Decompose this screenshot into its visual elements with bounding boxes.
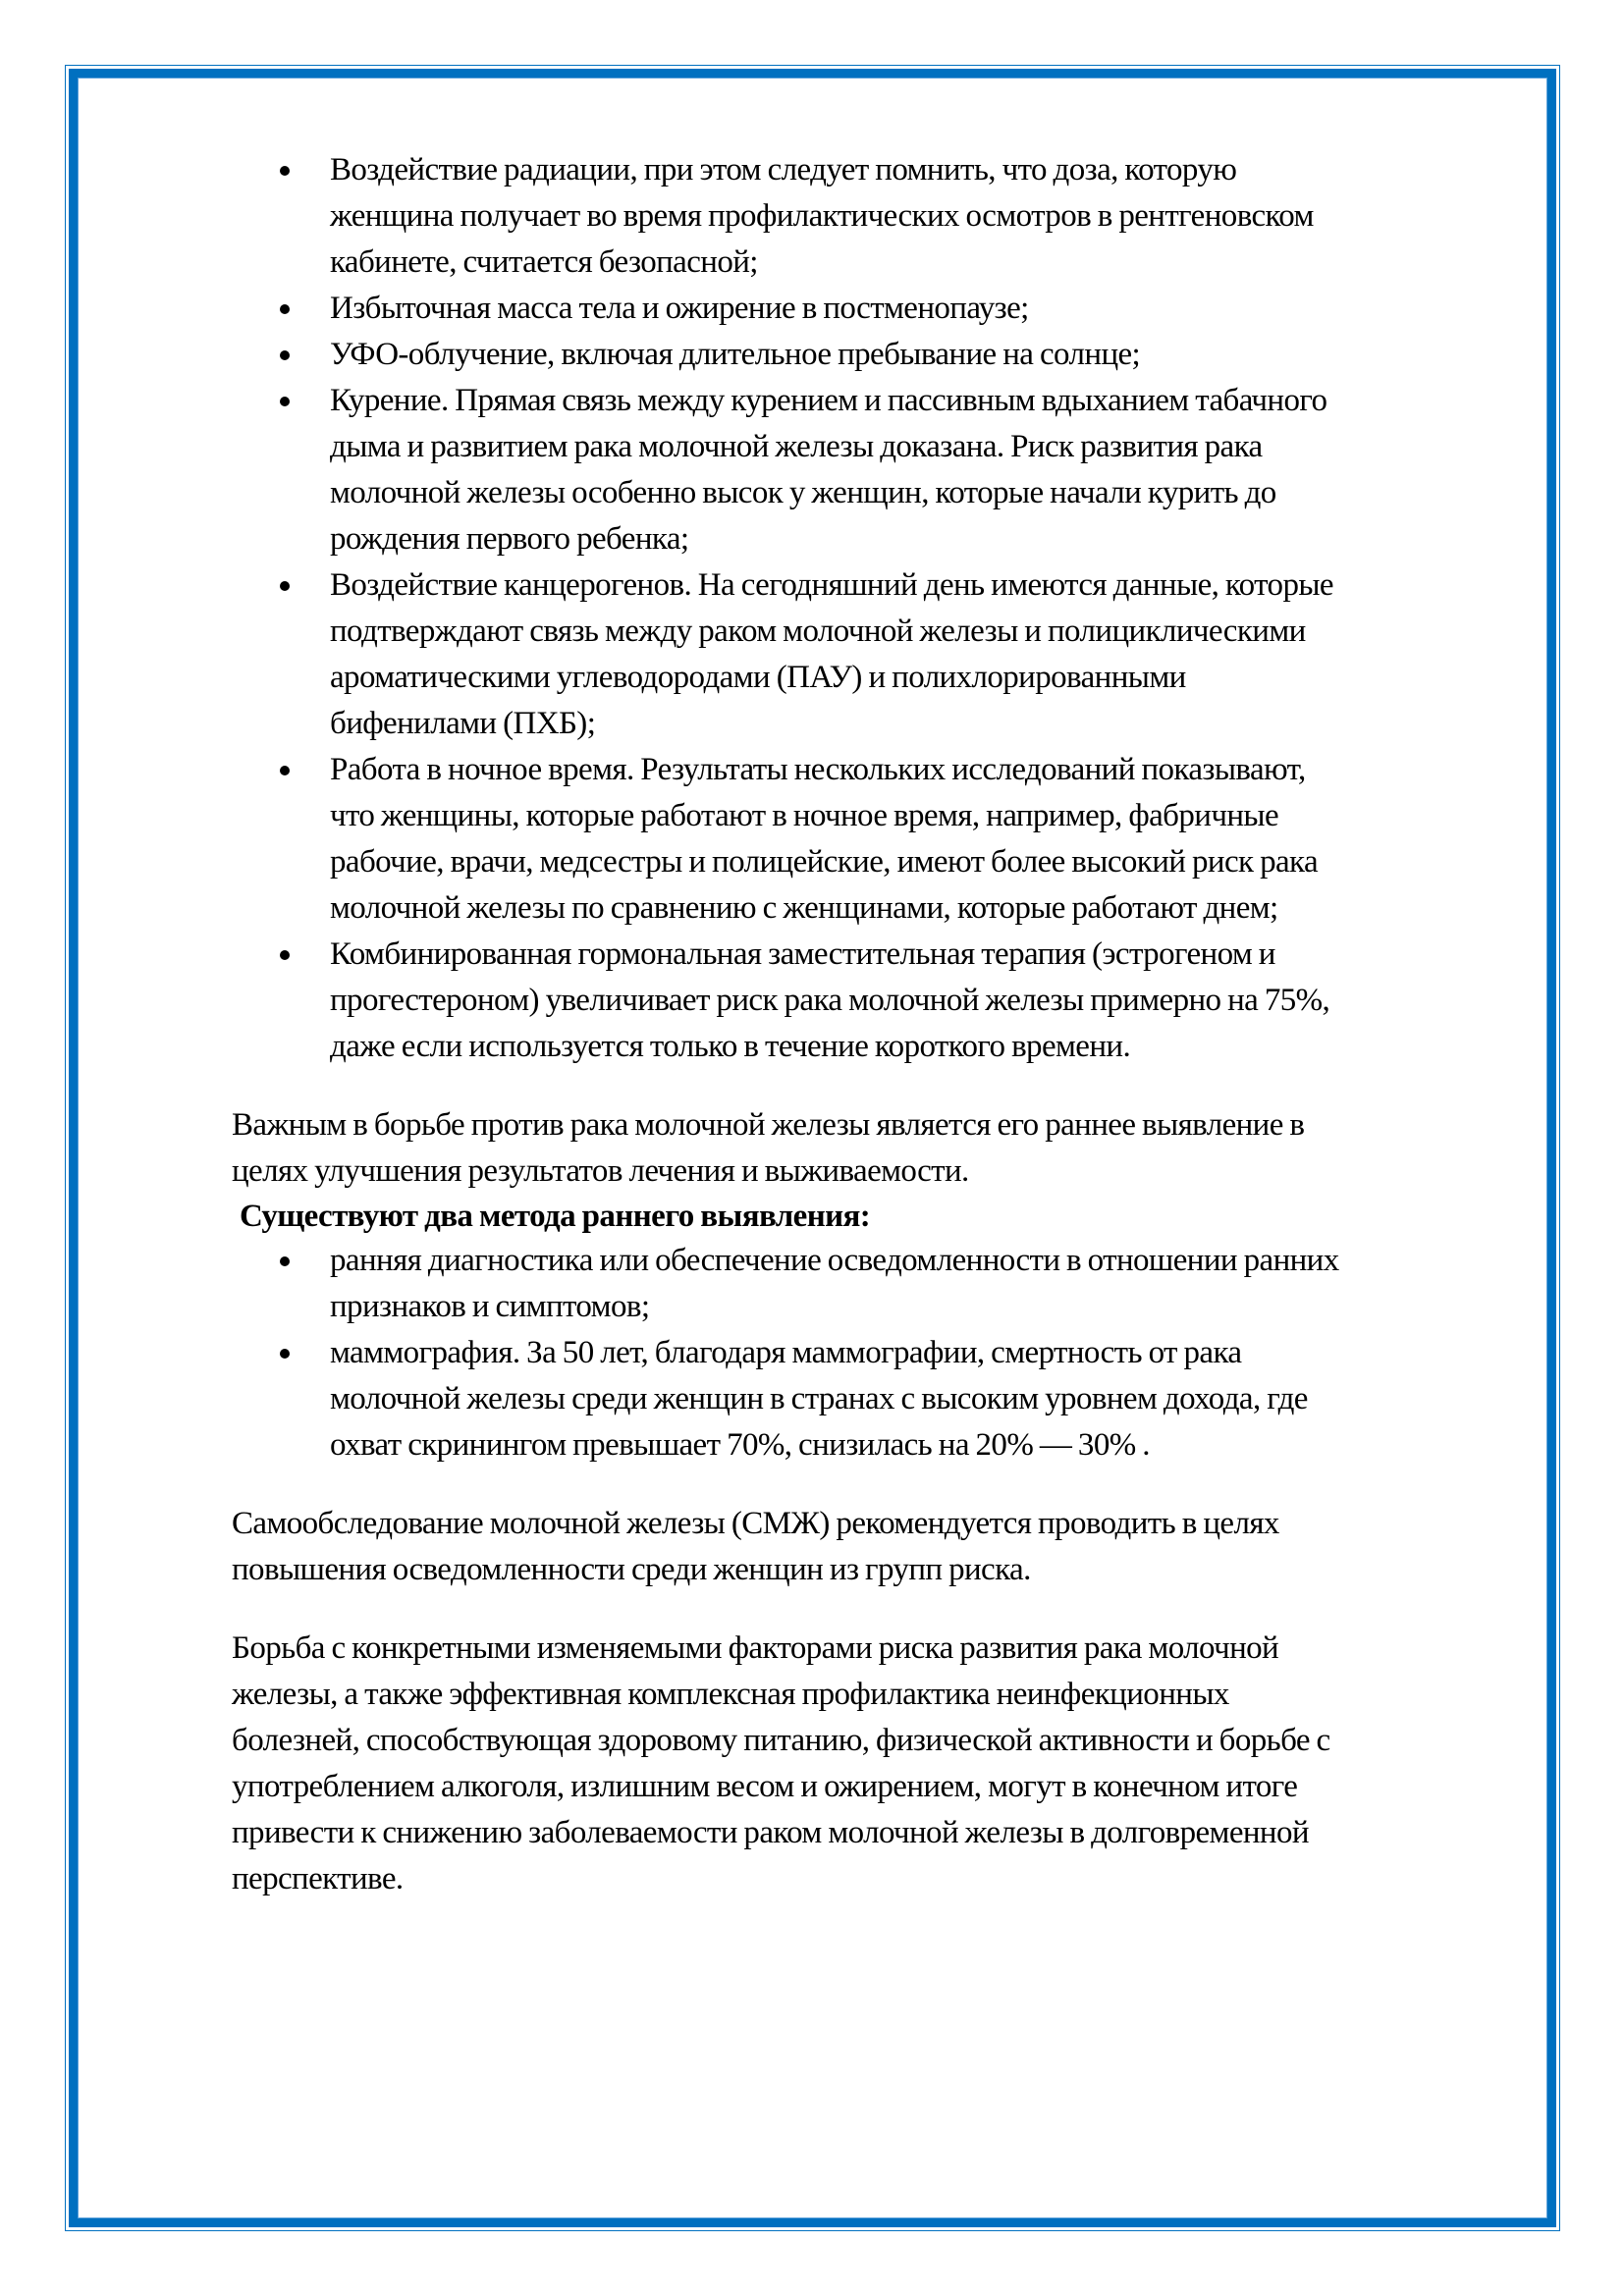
list-item-text: Воздействие радиации, при этом следует помнить, что доза, которую xyxy=(330,152,1237,187)
methods-heading: Существуют два метода раннего выявления: xyxy=(240,1199,871,1234)
list-item-text: дыма и развитием рака молочной железы доказана. Риск развития рака xyxy=(330,429,1263,464)
list-item xyxy=(232,147,1538,286)
paragraph-line: целях улучшения результатов лечения и выживаемости. xyxy=(232,1153,969,1189)
methods-list xyxy=(232,1238,1538,1468)
bullet-icon xyxy=(280,304,290,314)
bullet-icon xyxy=(280,1256,290,1266)
list-item xyxy=(232,932,1538,1070)
list-item xyxy=(232,747,1538,932)
list-item-text: молочной железы по сравнению с женщинами, которые работают днем; xyxy=(330,890,1278,926)
bullet-icon xyxy=(280,397,290,406)
list-item xyxy=(232,562,1538,747)
list-item-text: Курение. Прямая связь между курением и пассивным вдыханием табачного xyxy=(330,383,1327,418)
list-item-text: УФО-облучение, включая длительное пребывание на солнце; xyxy=(330,337,1141,372)
list-item xyxy=(232,332,1538,378)
paragraph-line: Самообследование молочной железы (СМЖ) рекомендуется проводить в целях xyxy=(232,1506,1279,1541)
list-item-text: Работа в ночное время. Результаты нескольких исследований показывают, xyxy=(330,752,1306,787)
list-item-text: охват скринингом превышает 70%, снизилась на 20% — 30% . xyxy=(330,1427,1150,1463)
paragraph-line: железы, а также эффективная комплексная профилактика неинфекционных xyxy=(232,1677,1229,1712)
list-item-text: молочной железы особенно высок у женщин, которые начали курить до xyxy=(330,475,1276,510)
list-item-text: рождения первого ребенка; xyxy=(330,521,689,557)
paragraph-line: болезней, способствующая здоровому питанию, физической активности и борьбе с xyxy=(232,1723,1330,1758)
bullet-icon xyxy=(280,350,290,360)
paragraph-line: Важным в борьбе против рака молочной железы является его раннее выявление в xyxy=(232,1107,1305,1143)
list-item-text: что женщины, которые работают в ночное время, например, фабричные xyxy=(330,798,1279,833)
spacer xyxy=(232,1468,1538,1501)
paragraph-line: перспективе. xyxy=(232,1861,404,1896)
paragraph-line: употреблением алкоголя, излишним весом и ожирением, могут в конечном итоге xyxy=(232,1769,1298,1804)
bullet-icon xyxy=(280,166,290,176)
list-item-text: Комбинированная гормональная заместительная терапия (эстрогеном и xyxy=(330,936,1275,972)
list-item-text: бифенилами (ПХБ); xyxy=(330,706,596,741)
list-item-text: молочной железы среди женщин в странах с высоким уровнем дохода, где xyxy=(330,1381,1308,1416)
list-item-text: ароматическими углеводородами (ПАУ) и полихлорированными xyxy=(330,660,1186,695)
list-item-text: ранняя диагностика или обеспечение осведомленности в отношении ранних xyxy=(330,1243,1339,1278)
bullet-icon xyxy=(280,1349,290,1359)
list-item-text: Избыточная масса тела и ожирение в постменопаузе; xyxy=(330,291,1029,326)
document-page xyxy=(232,147,1538,1902)
bullet-icon xyxy=(280,950,290,960)
list-item xyxy=(232,1238,1538,1330)
list-item-text: кабинете, считается безопасной; xyxy=(330,244,758,280)
spacer xyxy=(232,1593,1538,1626)
list-item-text: рабочие, врачи, медсестры и полицейские, имеют более высокий риск рака xyxy=(330,844,1319,880)
list-item xyxy=(232,1330,1538,1468)
list-item-text: признаков и симптомов; xyxy=(330,1289,650,1324)
list-item-text: даже если используется только в течение короткого времени. xyxy=(330,1029,1131,1064)
list-item-text: Воздействие канцерогенов. На сегодняшний день имеются данные, которые xyxy=(330,567,1333,603)
bullet-icon xyxy=(280,581,290,591)
conclusion-paragraph xyxy=(232,1626,1538,1902)
self-exam-paragraph xyxy=(232,1501,1538,1593)
risk-factors-list xyxy=(232,147,1538,1070)
paragraph-line: повышения осведомленности среди женщин из групп риска. xyxy=(232,1552,1031,1587)
spacer xyxy=(232,1070,1538,1102)
bullet-icon xyxy=(280,766,290,775)
list-item-text: прогестероном) увеличивает риск рака молочной железы примерно на 75%, xyxy=(330,983,1330,1018)
list-item-text: маммография. За 50 лет, благодаря маммографии, смертность от рака xyxy=(330,1335,1242,1370)
list-item-text: женщина получает во время профилактических осмотров в рентгеновском xyxy=(330,198,1314,234)
paragraph-line: Борьба с конкретными изменяемыми факторами риска развития рака молочной xyxy=(232,1630,1279,1666)
list-item-text: подтверждают связь между раком молочной железы и полициклическими xyxy=(330,614,1306,649)
list-item xyxy=(232,378,1538,562)
list-item xyxy=(232,286,1538,332)
early-detection-paragraph xyxy=(232,1102,1538,1195)
paragraph-line: привести к снижению заболеваемости раком молочной железы в долговременной xyxy=(232,1815,1309,1850)
